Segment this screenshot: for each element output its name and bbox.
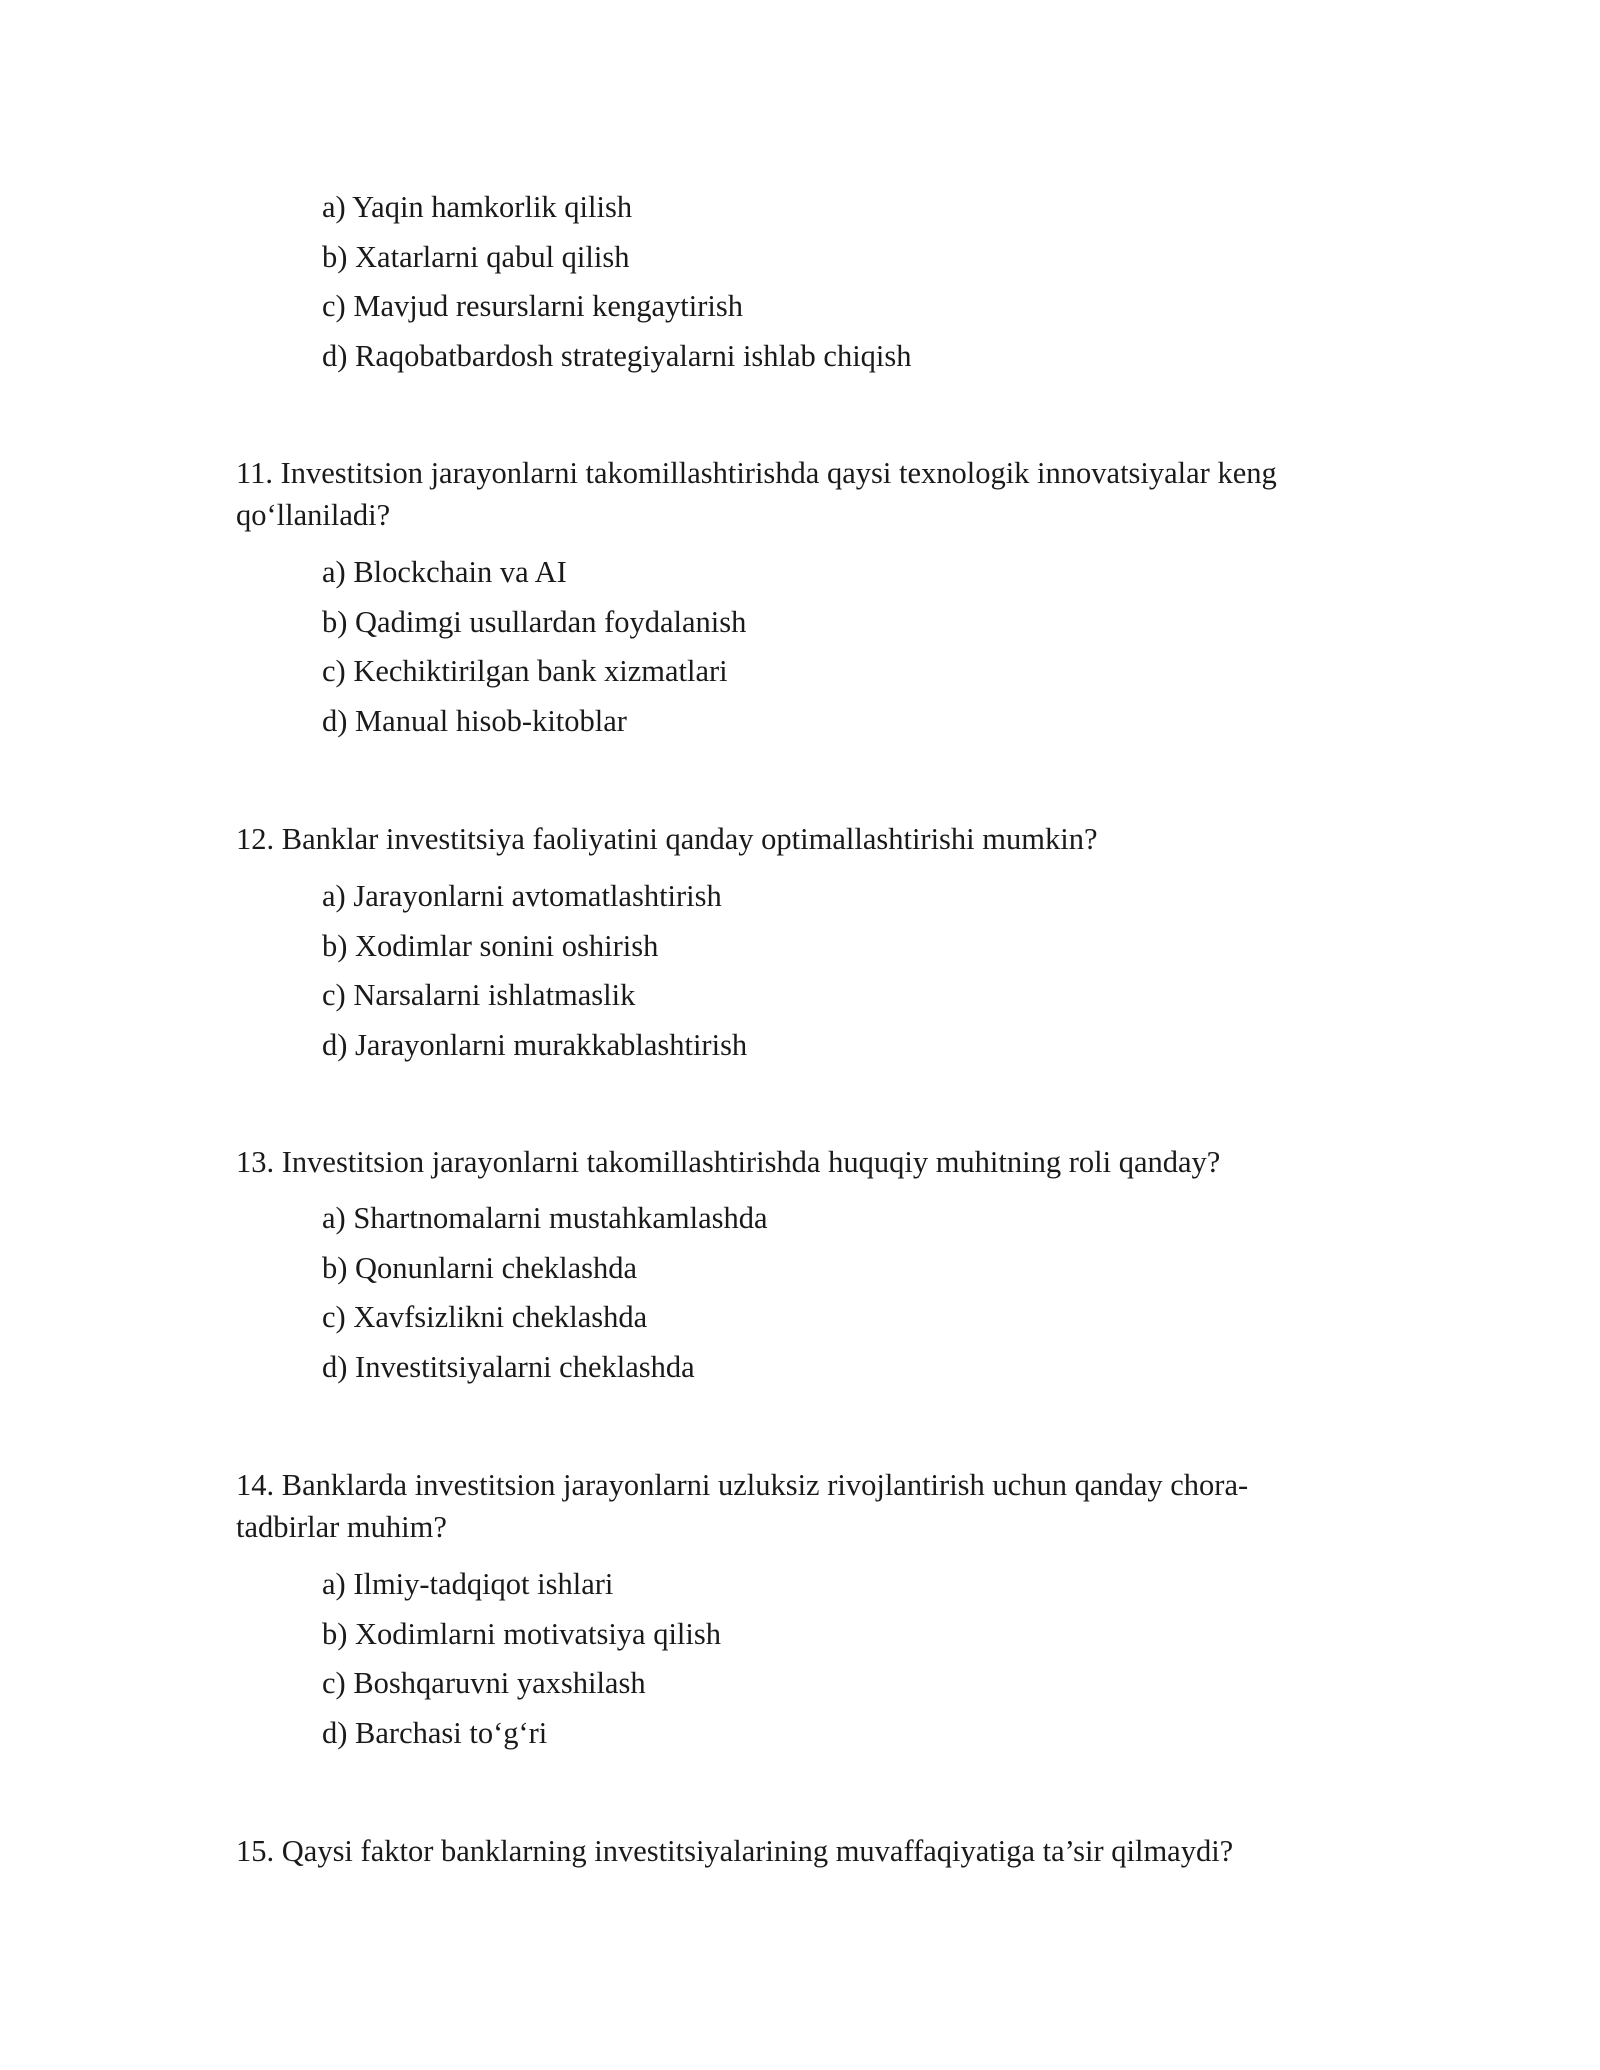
option-a: a) Jarayonlarni avtomatlashtirish [322,879,722,913]
question-14: 14. Banklarda investitsion jarayonlarni uzluksiz rivojlantirish uchun qanday chora-tadbirlar muhim? [236,1468,1249,1544]
question-13: 13. Investitsion jarayonlarni takomillashtirishda huquqiy muhitning roli qanday? [236,1145,1221,1179]
option-list [322,872,747,1070]
option-b: b) Xodimlarni motivatsiya qilish [322,1616,722,1651]
option-d: d) Raqobatbardosh strategiyalarni ishlab chiqish [322,338,912,373]
option-c: c) Boshqaruvni yaxshilash [322,1666,646,1700]
option-b: b) Xatarlarni qabul qilish [322,239,630,274]
question-12: 12. Banklar investitsiya faoliyatini qanday optimallashtirishi mumkin? [236,822,1098,856]
option-list [322,1560,721,1758]
option-d: d) Jarayonlarni murakkablashtirish [322,1027,748,1062]
option-c: c) Narsalarni ishlatmaslik [322,978,636,1012]
option-list [322,548,746,746]
option-d: d) Manual hisob-kitoblar [322,703,627,738]
option-b: b) Xodimlar sonini oshirish [322,928,659,963]
option-a: a) Ilmiy-tadqiqot ishlari [322,1567,614,1601]
question-15: 15. Qaysi faktor banklarning investitsiyalarining muvaffaqiyatiga ta’sir qilmaydi? [236,1834,1234,1868]
option-c: c) Kechiktirilgan bank xizmatlari [322,654,728,688]
option-b: b) Qadimgi usullardan foydalanish [322,604,747,639]
option-c: c) Mavjud resurslarni kengaytirish [322,289,743,323]
question-11: 11. Investitsion jarayonlarni takomillashtirishda qaysi texnologik innovatsiyalar keng qo‘llaniladi? [236,456,1277,532]
option-d: d) Investitsiyalarni cheklashda [322,1349,695,1384]
option-a: a) Blockchain va AI [322,555,567,589]
option-list [322,1194,768,1392]
option-d: d) Barchasi to‘g‘ri [322,1715,548,1750]
option-c: c) Xavfsizlikni cheklashda [322,1300,648,1334]
option-a: a) Yaqin hamkorlik qilish [322,190,633,224]
option-b: b) Qonunlarni cheklashda [322,1250,638,1285]
option-a: a) Shartnomalarni mustahkamlashda [322,1201,768,1235]
option-list [322,183,912,381]
